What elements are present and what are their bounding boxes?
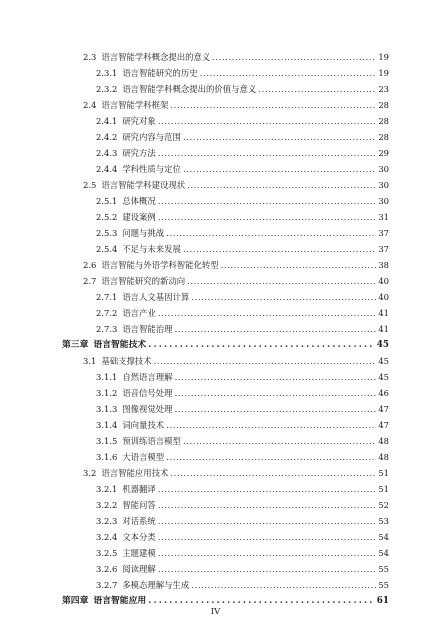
page-number: 40: [378, 292, 389, 302]
section-number: 3.2.5: [96, 548, 118, 558]
toc-entry[interactable]: [96, 228, 389, 239]
page-number: 45: [378, 356, 389, 366]
chapter-number: 第三章: [62, 340, 89, 350]
section-title: 学科性质与定位: [122, 164, 181, 174]
toc-entry[interactable]: [96, 532, 389, 543]
toc-entry[interactable]: [96, 244, 389, 255]
toc-entry[interactable]: [96, 452, 389, 463]
dot-leader: [158, 116, 377, 127]
page-number: 30: [378, 180, 389, 190]
toc-entry[interactable]: [96, 308, 389, 319]
section-title: 语言智能治理: [122, 324, 173, 334]
page-number: 54: [378, 548, 389, 558]
dot-leader: [166, 452, 376, 463]
page-footer-number: IV: [210, 607, 221, 617]
section-number: 3.1.5: [96, 436, 118, 446]
section-number: 3.1.4: [96, 420, 118, 430]
page-number: 46: [378, 388, 389, 398]
dot-leader: [154, 356, 377, 367]
dot-leader: [175, 404, 377, 415]
dot-leader: [221, 260, 377, 271]
dot-leader: [158, 212, 377, 223]
dot-leader: [148, 340, 375, 351]
page-number: 52: [378, 500, 389, 510]
section-number: 2.5.2: [96, 212, 118, 222]
page-number: 45: [378, 372, 389, 382]
section-number: 2.3.2: [96, 84, 118, 94]
section-number: 2.4.4: [96, 164, 118, 174]
dot-leader: [183, 164, 376, 175]
page-number: 41: [378, 308, 389, 318]
section-number: 3.2.6: [96, 564, 118, 574]
dot-leader: [200, 68, 377, 79]
section-title: 主题建模: [122, 548, 156, 558]
section-number: 3.2.3: [96, 516, 118, 526]
section-title: 建设案例: [122, 212, 156, 222]
section-number: 3.1: [83, 356, 97, 366]
toc-entry[interactable]: [96, 324, 389, 335]
section-title: 语言智能学科概念提出的价值与意义: [122, 84, 257, 94]
section-number: 3.1.1: [96, 372, 118, 382]
toc-entry[interactable]: [96, 132, 389, 143]
dot-leader: [187, 276, 376, 287]
page-number: 45: [376, 340, 389, 350]
section-number: 2.4.2: [96, 132, 118, 142]
section-title: 语言智能学科概念提出的意义: [101, 52, 211, 62]
toc-entry[interactable]: [96, 212, 389, 223]
section-title: 大语言模型: [122, 452, 165, 462]
page-number: 28: [378, 100, 389, 110]
toc-entry[interactable]: [96, 500, 389, 511]
page-number: 37: [378, 228, 389, 238]
page-number: 30: [378, 196, 389, 206]
page-number: 48: [378, 452, 389, 462]
section-title: 智能问答: [122, 500, 156, 510]
toc-entry[interactable]: [83, 276, 389, 287]
dot-leader: [166, 420, 376, 431]
page-number: 47: [378, 420, 389, 430]
toc-entry[interactable]: [96, 564, 389, 575]
section-title: 语言智能应用技术: [101, 468, 169, 478]
section-title: 自然语言理解: [122, 372, 173, 382]
dot-leader: [148, 596, 375, 607]
section-title: 研究对象: [122, 116, 156, 126]
dot-leader: [158, 308, 377, 319]
section-title: 语言智能学科建设现状: [101, 180, 186, 190]
page-number: 61: [376, 596, 389, 606]
section-title: 词向量技术: [122, 420, 165, 430]
page-number: 47: [378, 404, 389, 414]
section-number: 2.7.3: [96, 324, 118, 334]
toc-chapter-entry[interactable]: [62, 596, 389, 607]
page-number: 40: [378, 276, 389, 286]
section-number: 2.5.4: [96, 244, 118, 254]
section-title: 多模态理解与生成: [122, 580, 190, 590]
dot-leader: [183, 132, 376, 143]
section-title: 文本分类: [122, 532, 156, 542]
page-number: 19: [378, 68, 389, 78]
section-number: 2.4.3: [96, 148, 118, 158]
dot-leader: [175, 388, 377, 399]
toc-entry[interactable]: [83, 468, 389, 479]
dot-leader: [175, 324, 377, 335]
section-title: 语言智能研究的历史: [122, 68, 198, 78]
section-title: 问题与挑战: [122, 228, 165, 238]
section-number: 2.3.1: [96, 68, 118, 78]
page-number: 53: [378, 516, 389, 526]
section-number: 2.7.1: [96, 292, 118, 302]
page-number: 51: [378, 484, 389, 494]
dot-leader: [158, 564, 377, 575]
dot-leader: [158, 516, 377, 527]
dot-leader: [183, 436, 376, 447]
dot-leader: [158, 532, 377, 543]
chapter-title: 语言智能技术: [93, 340, 147, 350]
page-number: 38: [378, 260, 389, 270]
section-title: 语言人文基因计算: [122, 292, 190, 302]
dot-leader: [191, 580, 376, 591]
dot-leader: [158, 148, 377, 159]
toc-entry[interactable]: [96, 372, 389, 383]
section-number: 2.5: [83, 180, 97, 190]
toc-entry[interactable]: [96, 116, 389, 127]
toc-entry[interactable]: [96, 84, 389, 95]
dot-leader: [175, 372, 377, 383]
section-number: 3.1.6: [96, 452, 118, 462]
toc-entry[interactable]: [96, 68, 389, 79]
section-number: 3.2.1: [96, 484, 118, 494]
page-number: 55: [378, 580, 389, 590]
toc-entry[interactable]: [96, 164, 389, 175]
section-title: 不足与未来发展: [122, 244, 181, 254]
toc-entry[interactable]: [96, 484, 389, 495]
page-number: 31: [378, 212, 389, 222]
page-number: 54: [378, 532, 389, 542]
page-number: 37: [378, 244, 389, 254]
section-number: 3.2.2: [96, 500, 118, 510]
section-title: 语言产业: [122, 308, 156, 318]
toc-entry[interactable]: [96, 404, 389, 415]
page-number: 55: [378, 564, 389, 574]
toc-chapter-entry[interactable]: [62, 340, 389, 351]
section-number: 2.4.1: [96, 116, 118, 126]
toc-entry[interactable]: [83, 356, 389, 367]
section-number: 3.2.7: [96, 580, 118, 590]
section-number: 2.7: [83, 276, 97, 286]
page-number: 51: [378, 468, 389, 478]
section-title: 基础支撑技术: [101, 356, 152, 366]
section-number: 2.5.1: [96, 196, 118, 206]
section-title: 语言智能研究的新动向: [101, 276, 186, 286]
page-number: 41: [378, 324, 389, 334]
section-number: 3.2.4: [96, 532, 118, 542]
section-title: 语言智能与外语学科智能化转型: [101, 260, 219, 270]
section-title: 研究内容与范围: [122, 132, 181, 142]
section-number: 3.1.3: [96, 404, 118, 414]
dot-leader: [158, 500, 377, 511]
section-number: 3.2: [83, 468, 97, 478]
dot-leader: [187, 180, 376, 191]
toc-entry[interactable]: [96, 196, 389, 207]
section-title: 语言智能学科框架: [101, 100, 169, 110]
section-number: 2.3: [83, 52, 97, 62]
page-number: 28: [378, 116, 389, 126]
section-number: 2.6: [83, 260, 97, 270]
dot-leader: [191, 292, 376, 303]
page-number: 30: [378, 164, 389, 174]
toc-entry[interactable]: [96, 516, 389, 527]
chapter-number: 第四章: [62, 596, 89, 606]
section-number: 2.5.3: [96, 228, 118, 238]
section-title: 语音信号处理: [122, 388, 173, 398]
section-title: 研究方法: [122, 148, 156, 158]
toc-entry[interactable]: [83, 180, 389, 191]
toc-entry[interactable]: [83, 52, 389, 63]
toc-entry[interactable]: [96, 388, 389, 399]
dot-leader: [158, 548, 377, 559]
dot-leader: [158, 484, 377, 495]
page-number: 29: [378, 148, 389, 158]
dot-leader: [158, 196, 377, 207]
dot-leader: [166, 228, 376, 239]
section-title: 图像视觉处理: [122, 404, 173, 414]
page-number: 48: [378, 436, 389, 446]
toc-entry[interactable]: [96, 548, 389, 559]
section-number: 2.4: [83, 100, 97, 110]
page-number: 19: [378, 52, 389, 62]
section-title: 对话系统: [122, 516, 156, 526]
toc-entry[interactable]: [96, 436, 389, 447]
dot-leader: [258, 84, 376, 95]
section-title: 预训练语言模型: [122, 436, 181, 446]
dot-leader: [170, 468, 376, 479]
toc-entry[interactable]: [96, 292, 389, 303]
section-title: 机器翻译: [122, 484, 156, 494]
page-number: 28: [378, 132, 389, 142]
section-number: 2.7.2: [96, 308, 118, 318]
section-title: 阅读理解: [122, 564, 156, 574]
toc-entry[interactable]: [96, 420, 389, 431]
dot-leader: [212, 52, 376, 63]
dot-leader: [183, 244, 376, 255]
toc-entry[interactable]: [96, 580, 389, 591]
toc-entry[interactable]: [83, 100, 389, 111]
toc-entry[interactable]: [83, 260, 389, 271]
toc-entry[interactable]: [96, 148, 389, 159]
section-number: 3.1.2: [96, 388, 118, 398]
section-title: 总体概况: [122, 196, 156, 206]
chapter-title: 语言智能应用: [93, 596, 147, 606]
page-number: 23: [378, 84, 389, 94]
dot-leader: [170, 100, 376, 111]
